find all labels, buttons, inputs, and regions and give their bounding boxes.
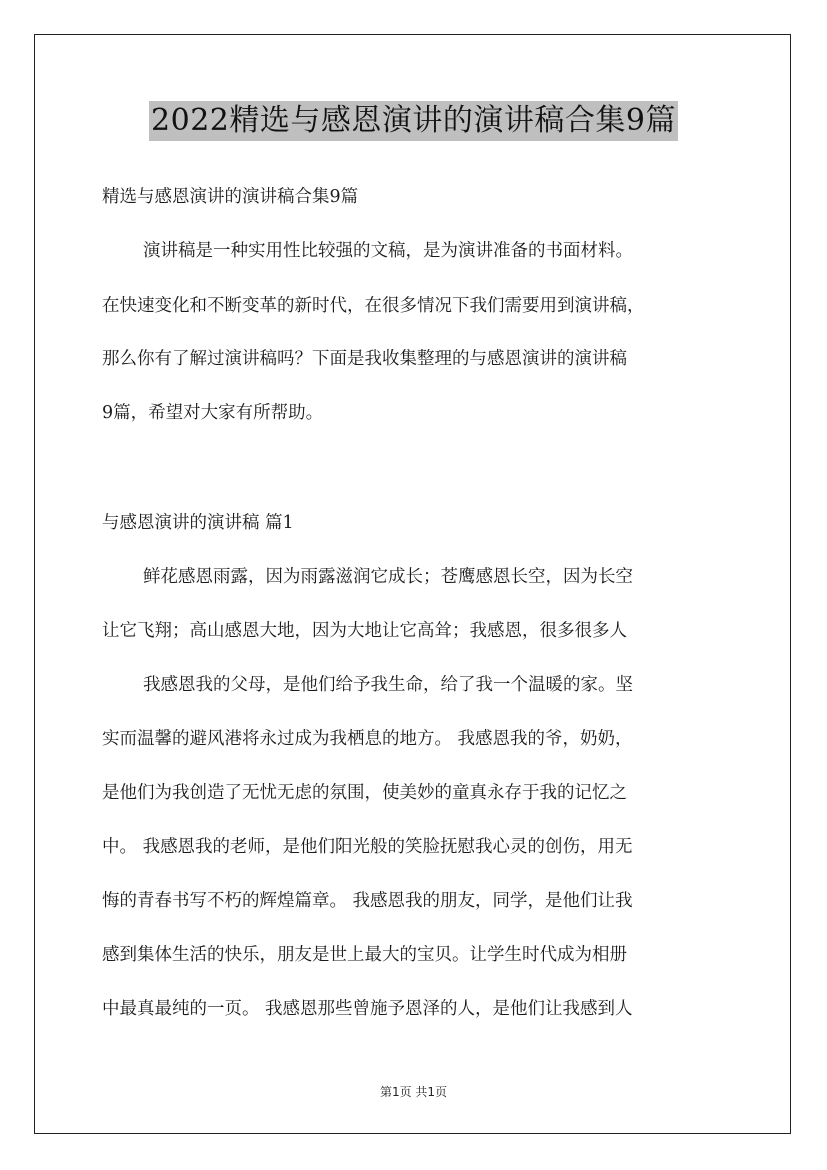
para1-line-2: 让它飞翔；高山感恩大地，因为大地让它高耸；我感恩，很多很多人 — [102, 621, 627, 641]
intro-line-3: 那么你有了解过演讲稿吗？下面是我收集整理的与感恩演讲的演讲稿 — [102, 349, 627, 369]
para2-line-2: 实而温馨的避风港将永过成为我栖息的地方。 我感恩我的爷，奶奶， — [102, 729, 633, 749]
para2-line-6: 感到集体生活的快乐，朋友是世上最大的宝贝。让学生时代成为相册 — [102, 945, 627, 965]
para2-line-1: 我感恩我的父母，是他们给予我生命，给了我一个温暖的家。坚 — [143, 675, 633, 695]
document-title: 2022精选与感恩演讲的演讲稿合集9篇 — [149, 101, 678, 141]
section-heading: 与感恩演讲的演讲稿 篇1 — [102, 513, 294, 533]
page-footer: 第1页 共1页 — [379, 1085, 448, 1099]
para2-line-3: 是他们为我创造了无忧无虑的氛围，使美妙的童真永存于我的记忆之 — [102, 783, 627, 803]
document-subtitle: 精选与感恩演讲的演讲稿合集9篇 — [102, 187, 359, 207]
para2-line-4: 中。 我感恩我的老师，是他们阳光般的笑脸抚慰我心灵的创伤，用无 — [102, 837, 633, 857]
para2-line-7: 中最真最纯的一页。 我感恩那些曾施予恩泽的人，是他们让我感到人 — [102, 999, 633, 1019]
para2-line-5: 悔的青春书写不朽的辉煌篇章。 我感恩我的朋友，同学，是他们让我 — [102, 891, 633, 911]
title-container — [0, 101, 827, 141]
intro-line-1: 演讲稿是一种实用性比较强的文稿，是为演讲准备的书面材料。 — [143, 241, 633, 261]
intro-line-2: 在快速变化和不断变革的新时代，在很多情况下我们需要用到演讲稿， — [102, 296, 645, 316]
para1-line-1: 鲜花感恩雨露，因为雨露滋润它成长；苍鹰感恩长空，因为长空 — [143, 567, 633, 587]
intro-line-4: 9篇，希望对大家有所帮助。 — [102, 403, 324, 423]
